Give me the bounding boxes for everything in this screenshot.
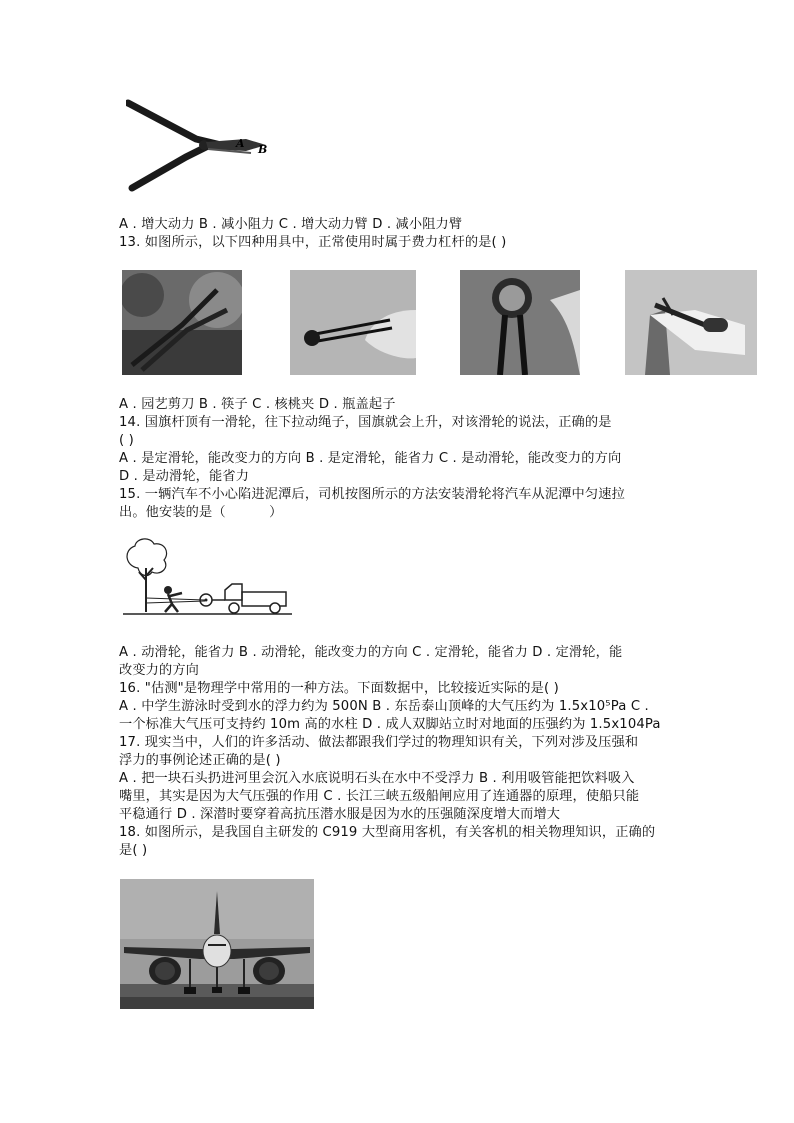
q15-stem-line1: 15. 一辆汽车不小心陷进泥潭后，司机按图所示的方法安装滑轮将汽车从泥潭中匀速拉 [119, 487, 625, 502]
shears-figure [126, 95, 276, 195]
q17-options-line2: 嘴里，其实是因为大气压强的作用 C . 长江三峡五级船闸应用了连通器的原理，使船只能 [119, 789, 640, 804]
figure-label-b: B [258, 143, 268, 156]
q13-options: A . 园艺剪刀 B . 筷子 C . 核桃夹 D . 瓶盖起子 [119, 397, 396, 412]
photo-bottle-opener [625, 270, 757, 375]
q17-options-line1: A . 把一块石头扔进河里会沉入水底说明石头在水中不受浮力 B . 利用吸管能把饮料吸入 [119, 771, 635, 786]
q17-stem-line2: 浮力的事例论述正确的是( ) [119, 753, 281, 768]
q18-stem-line2: 是( ) [119, 843, 148, 858]
photo-walnut-cracker [460, 270, 580, 375]
q15-options-line2: 改变力的方向 [119, 663, 200, 678]
q12-options: A . 增大动力 B . 减小阻力 C . 增大动力臂 D . 减小阻力臂 [119, 217, 463, 232]
q16-stem: 16. "估测"是物理学中常用的一种方法。下面数据中，比较接近实际的是( ) [119, 681, 559, 696]
q14-stem-line2: ( ) [119, 433, 134, 448]
q17-options-line3: 平稳通行 D . 深潜时要穿着高抗压潜水服是因为水的压强随深度增大而增大 [119, 807, 561, 822]
q17-stem-line1: 17. 现实当中，人们的许多活动、做法都跟我们学过的物理知识有关，下列对涉及压强和 [119, 735, 639, 750]
figure-label-a: A [236, 137, 245, 150]
q16-options-line1: A . 中学生游泳时受到水的浮力约为 500N B . 东岳泰山顶峰的大气压约为 1.5x10⁵Pa C . [119, 699, 649, 714]
q16-options-line2: 一个标准大气压可支持约 10m 高的水柱 D . 成人双脚站立时对地面的压强约为 1.5x104Pa [119, 717, 661, 732]
photo-garden-shears [122, 270, 242, 375]
q14-stem-line1: 14. 国旗杆顶有一滑轮，往下拉动绳子，国旗就会上升，对该滑轮的说法，正确的是 [119, 415, 612, 430]
q15-options-line1: A . 动滑轮，能省力 B . 动滑轮，能改变力的方向 C . 定滑轮，能省力 D . 定滑轮，能 [119, 645, 623, 660]
q18-stem-line1: 18. 如图所示，是我国自主研发的 C919 大型商用客机，有关客机的相关物理知识，正确的 [119, 825, 656, 840]
q15-stem-line2: 出。他安装的是（ ） [119, 505, 283, 520]
photo-chopsticks [290, 270, 416, 375]
photo-c919-airliner [120, 879, 314, 1009]
q14-options-line1: A . 是定滑轮，能改变力的方向 B . 是定滑轮，能省力 C . 是动滑轮，能改变力的方向 [119, 451, 622, 466]
pulley-truck-figure [120, 538, 295, 618]
q14-options-line2: D . 是动滑轮，能省力 [119, 469, 250, 484]
q13-stem: 13. 如图所示，以下四种用具中，正常使用时属于费力杠杆的是( ) [119, 235, 507, 250]
